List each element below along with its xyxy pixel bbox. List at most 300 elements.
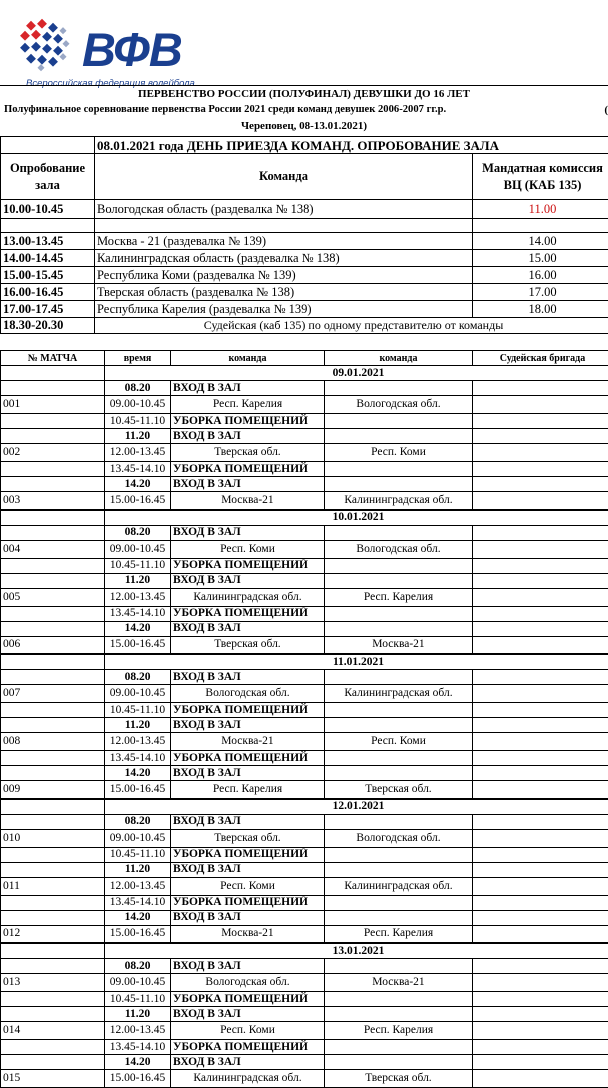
match-time: 09.00-10.45 <box>105 396 171 414</box>
clean-row <box>1 703 608 718</box>
match-time: 15.00-16.45 <box>105 781 171 799</box>
sched-header-time: время <box>105 351 171 366</box>
empty-cell <box>473 1040 608 1055</box>
arrival-mandate-time: 16.00 <box>473 267 608 284</box>
enter-time: 14.20 <box>105 621 171 636</box>
match-team1: Тверская обл. <box>171 444 325 462</box>
empty-cell <box>325 558 473 573</box>
day-empty-cell <box>1 799 105 815</box>
empty-cell <box>473 429 608 444</box>
match-team2: Тверская обл. <box>325 1070 473 1088</box>
enter-label: ВХОД В ЗАЛ <box>171 1055 325 1070</box>
sched-header-team2: команда <box>325 351 473 366</box>
enter-row <box>1 959 608 974</box>
enter-label: ВХОД В ЗАЛ <box>171 1007 325 1022</box>
empty-cell <box>1 814 105 829</box>
arrival-mandate-time: 15.00 <box>473 250 608 267</box>
empty-cell <box>325 573 473 588</box>
empty-cell <box>1 414 105 429</box>
enter-row <box>1 862 608 877</box>
match-number: 014 <box>1 1022 105 1040</box>
empty-cell <box>473 525 608 540</box>
day-date: 12.01.2021 <box>105 799 608 815</box>
clean-label: УБОРКА ПОМЕЩЕНИЙ <box>171 558 325 573</box>
enter-time: 11.20 <box>105 1007 171 1022</box>
enter-row <box>1 621 608 636</box>
match-brigade <box>473 877 608 895</box>
arrival-time: 10.00-10.45 <box>1 200 95 219</box>
empty-cell <box>325 992 473 1007</box>
doc-subtitle-paren: ( <box>604 104 608 116</box>
enter-row <box>1 910 608 925</box>
clean-time: 10.45-11.10 <box>105 847 171 862</box>
match-number: 011 <box>1 877 105 895</box>
day-empty-cell <box>1 366 105 381</box>
match-team1: Респ. Карелия <box>171 396 325 414</box>
match-number: 010 <box>1 829 105 847</box>
empty-cell <box>473 1007 608 1022</box>
clean-time: 13.45-14.10 <box>105 895 171 910</box>
enter-time: 08.20 <box>105 959 171 974</box>
enter-label: ВХОД В ЗАЛ <box>171 910 325 925</box>
clean-label: УБОРКА ПОМЕЩЕНИЙ <box>171 751 325 766</box>
doc-location: Череповец, 08-13.01.2021) <box>0 120 608 132</box>
match-team2: Калининградская обл. <box>325 877 473 895</box>
match-team2: Москва-21 <box>325 974 473 992</box>
match-brigade <box>473 974 608 992</box>
empty-cell <box>473 381 608 396</box>
arrival-title: 08.01.2021 года ДЕНЬ ПРИЕЗДА КОМАНД. ОПРОБОВАНИЕ ЗАЛА <box>95 137 608 154</box>
match-time: 09.00-10.45 <box>105 974 171 992</box>
empty-cell <box>473 1055 608 1070</box>
arrival-mandate-time <box>473 219 608 233</box>
clean-label: УБОРКА ПОМЕЩЕНИЙ <box>171 703 325 718</box>
enter-label: ВХОД В ЗАЛ <box>171 477 325 492</box>
match-time: 15.00-16.45 <box>105 1070 171 1088</box>
empty-cell <box>325 606 473 621</box>
match-number: 009 <box>1 781 105 799</box>
match-number: 006 <box>1 636 105 654</box>
enter-label: ВХОД В ЗАЛ <box>171 766 325 781</box>
arrival-team: Вологодская область (раздевалка № 138) <box>95 200 473 219</box>
match-team2: Вологодская обл. <box>325 396 473 414</box>
match-team2: Респ. Карелия <box>325 1022 473 1040</box>
vfv-logo <box>12 12 222 82</box>
match-row <box>1 1022 608 1040</box>
match-team1: Вологодская обл. <box>171 974 325 992</box>
match-time: 09.00-10.45 <box>105 829 171 847</box>
match-time: 15.00-16.45 <box>105 636 171 654</box>
empty-cell <box>325 381 473 396</box>
clean-label: УБОРКА ПОМЕЩЕНИЙ <box>171 414 325 429</box>
match-team1: Респ. Коми <box>171 877 325 895</box>
day-empty-cell <box>1 510 105 526</box>
col-header-mandate-line2: ВЦ (КАБ 135) <box>475 177 608 194</box>
empty-cell <box>325 1007 473 1022</box>
match-schedule-table <box>0 350 608 1088</box>
clean-time: 10.45-11.10 <box>105 414 171 429</box>
day-date: 11.01.2021 <box>105 654 608 670</box>
clean-label: УБОРКА ПОМЕЩЕНИЙ <box>171 606 325 621</box>
empty-cell <box>325 414 473 429</box>
match-brigade <box>473 492 608 510</box>
match-brigade <box>473 588 608 606</box>
empty-cell <box>325 862 473 877</box>
enter-time: 08.20 <box>105 670 171 685</box>
empty-cell <box>1 462 105 477</box>
empty-cell <box>473 462 608 477</box>
arrival-row <box>1 301 608 318</box>
col-header-team: Команда <box>95 154 473 200</box>
arrival-time: 13.00-13.45 <box>1 233 95 250</box>
match-team1: Москва-21 <box>171 733 325 751</box>
enter-label: ВХОД В ЗАЛ <box>171 814 325 829</box>
day-row <box>1 510 608 526</box>
empty-cell <box>325 910 473 925</box>
day-row <box>1 943 608 959</box>
empty-cell <box>473 959 608 974</box>
arrival-team <box>95 219 473 233</box>
enter-row <box>1 1055 608 1070</box>
clean-row <box>1 558 608 573</box>
empty-cell <box>473 814 608 829</box>
enter-time: 11.20 <box>105 718 171 733</box>
clean-time: 10.45-11.10 <box>105 992 171 1007</box>
empty-cell <box>325 1055 473 1070</box>
match-row <box>1 396 608 414</box>
match-number: 012 <box>1 925 105 943</box>
enter-label: ВХОД В ЗАЛ <box>171 862 325 877</box>
match-team1: Москва-21 <box>171 492 325 510</box>
enter-label: ВХОД В ЗАЛ <box>171 959 325 974</box>
clean-row <box>1 606 608 621</box>
match-team2: Москва-21 <box>325 636 473 654</box>
match-team2: Респ. Карелия <box>325 925 473 943</box>
match-row <box>1 877 608 895</box>
arrival-team: Республика Коми (раздевалка № 139) <box>95 267 473 284</box>
match-row <box>1 540 608 558</box>
match-number: 002 <box>1 444 105 462</box>
arrival-team: Тверская область (раздевалка № 138) <box>95 284 473 301</box>
clean-label: УБОРКА ПОМЕЩЕНИЙ <box>171 992 325 1007</box>
match-team2: Вологодская обл. <box>325 829 473 847</box>
sched-header-brigade: Судейская бригада <box>473 351 608 366</box>
clean-time: 10.45-11.10 <box>105 558 171 573</box>
empty-cell <box>325 1040 473 1055</box>
match-team1: Респ. Карелия <box>171 781 325 799</box>
clean-label: УБОРКА ПОМЕЩЕНИЙ <box>171 847 325 862</box>
match-team2: Калининградская обл. <box>325 685 473 703</box>
match-brigade <box>473 733 608 751</box>
empty-cell <box>325 621 473 636</box>
match-time: 12.00-13.45 <box>105 588 171 606</box>
empty-cell <box>1 910 105 925</box>
empty-cell <box>473 621 608 636</box>
empty-cell <box>473 477 608 492</box>
empty-cell <box>473 766 608 781</box>
enter-label: ВХОД В ЗАЛ <box>171 429 325 444</box>
enter-label: ВХОД В ЗАЛ <box>171 381 325 396</box>
empty-cell <box>473 718 608 733</box>
match-row <box>1 1070 608 1088</box>
enter-time: 14.20 <box>105 910 171 925</box>
arrival-row <box>1 250 608 267</box>
day-row <box>1 799 608 815</box>
match-time: 15.00-16.45 <box>105 492 171 510</box>
enter-label: ВХОД В ЗАЛ <box>171 573 325 588</box>
arrival-team: Республика Карелия (раздевалка № 139) <box>95 301 473 318</box>
enter-row <box>1 381 608 396</box>
match-number: 005 <box>1 588 105 606</box>
match-team2: Вологодская обл. <box>325 540 473 558</box>
empty-cell <box>325 429 473 444</box>
arrival-row <box>1 233 608 250</box>
arrival-team: Москва - 21 (раздевалка № 139) <box>95 233 473 250</box>
empty-cell <box>473 558 608 573</box>
enter-row <box>1 525 608 540</box>
match-team1: Калининградская обл. <box>171 1070 325 1088</box>
empty-cell <box>1 670 105 685</box>
arrival-time: 17.00-17.45 <box>1 301 95 318</box>
arrival-mandate-time: 18.00 <box>473 301 608 318</box>
match-team1: Тверская обл. <box>171 829 325 847</box>
arrival-row <box>1 267 608 284</box>
match-row <box>1 733 608 751</box>
enter-time: 14.20 <box>105 766 171 781</box>
empty-cell <box>325 703 473 718</box>
clean-time: 10.45-11.10 <box>105 703 171 718</box>
col-header-mandate <box>473 154 608 200</box>
clean-time: 13.45-14.10 <box>105 751 171 766</box>
empty-cell <box>1 992 105 1007</box>
empty-cell <box>325 477 473 492</box>
enter-row <box>1 766 608 781</box>
enter-label: ВХОД В ЗАЛ <box>171 718 325 733</box>
empty-cell <box>473 703 608 718</box>
arrival-team: Калининградская область (раздевалка № 138) <box>95 250 473 267</box>
match-team1: Тверская обл. <box>171 636 325 654</box>
match-team1: Вологодская обл. <box>171 685 325 703</box>
judges-text: Судейская (каб 135) по одному представителю от команды <box>95 318 608 334</box>
match-row <box>1 925 608 943</box>
empty-cell <box>1 621 105 636</box>
match-brigade <box>473 540 608 558</box>
empty-cell <box>1 558 105 573</box>
enter-time: 08.20 <box>105 814 171 829</box>
empty-cell <box>1 766 105 781</box>
match-row <box>1 444 608 462</box>
clean-row <box>1 414 608 429</box>
arrival-time: 14.00-14.45 <box>1 250 95 267</box>
match-team1: Калининградская обл. <box>171 588 325 606</box>
arrival-time: 16.00-16.45 <box>1 284 95 301</box>
col-header-trial: Опробование зала <box>1 154 95 200</box>
enter-time: 11.20 <box>105 862 171 877</box>
match-number: 001 <box>1 396 105 414</box>
match-row <box>1 492 608 510</box>
empty-cell <box>325 814 473 829</box>
empty-cell <box>325 525 473 540</box>
empty-cell <box>473 414 608 429</box>
match-time: 09.00-10.45 <box>105 685 171 703</box>
empty-cell <box>1 718 105 733</box>
col-header-mandate-line1: Мандатная комиссия <box>475 160 608 177</box>
empty-cell <box>1 429 105 444</box>
logo-letters: ВФВ <box>82 22 182 77</box>
enter-row <box>1 429 608 444</box>
empty-cell <box>1 381 105 396</box>
match-team2: Респ. Коми <box>325 733 473 751</box>
empty-cell <box>473 751 608 766</box>
clean-row <box>1 1040 608 1055</box>
empty-cell <box>1 1007 105 1022</box>
match-brigade <box>473 396 608 414</box>
sched-header-match: № МАТЧА <box>1 351 105 366</box>
match-brigade <box>473 781 608 799</box>
match-time: 09.00-10.45 <box>105 540 171 558</box>
arrival-mandate-time: 11.00 <box>473 200 608 219</box>
match-brigade <box>473 1070 608 1088</box>
day-date: 09.01.2021 <box>105 366 608 381</box>
empty-cell <box>473 895 608 910</box>
empty-cell <box>1 895 105 910</box>
judges-time: 18.30-20.30 <box>1 318 95 334</box>
enter-row <box>1 814 608 829</box>
empty-cell <box>473 670 608 685</box>
day-date: 13.01.2021 <box>105 943 608 959</box>
arrival-mandate-time: 17.00 <box>473 284 608 301</box>
enter-time: 14.20 <box>105 477 171 492</box>
empty-cell <box>1 525 105 540</box>
empty-cell <box>1 703 105 718</box>
arrival-row <box>1 200 608 219</box>
logo-subtitle: Всероссийская федерация волейбола <box>26 78 195 89</box>
match-brigade <box>473 925 608 943</box>
empty-cell <box>473 573 608 588</box>
enter-time: 08.20 <box>105 525 171 540</box>
enter-label: ВХОД В ЗАЛ <box>171 670 325 685</box>
clean-row <box>1 751 608 766</box>
enter-label: ВХОД В ЗАЛ <box>171 621 325 636</box>
empty-cell <box>325 718 473 733</box>
arrival-time: 15.00-15.45 <box>1 267 95 284</box>
empty-cell <box>1 606 105 621</box>
empty-cell <box>473 847 608 862</box>
enter-time: 14.20 <box>105 1055 171 1070</box>
match-brigade <box>473 685 608 703</box>
match-brigade <box>473 444 608 462</box>
volleyball-logo-icon <box>14 14 76 76</box>
empty-cell <box>325 751 473 766</box>
empty-cell <box>473 910 608 925</box>
match-team1: Респ. Коми <box>171 540 325 558</box>
arrival-time <box>1 219 95 233</box>
match-row <box>1 829 608 847</box>
clean-time: 13.45-14.10 <box>105 462 171 477</box>
enter-row <box>1 573 608 588</box>
empty-cell <box>325 766 473 781</box>
match-row <box>1 685 608 703</box>
match-number: 007 <box>1 685 105 703</box>
match-time: 12.00-13.45 <box>105 733 171 751</box>
empty-cell <box>325 462 473 477</box>
empty-cell <box>325 959 473 974</box>
match-time: 12.00-13.45 <box>105 877 171 895</box>
match-team2: Респ. Карелия <box>325 588 473 606</box>
empty-cell <box>1 573 105 588</box>
match-row <box>1 974 608 992</box>
doc-subtitle: Полуфинальное соревнование первенства России 2021 среди команд девушек 2006-2007 гг.р. <box>4 104 446 115</box>
enter-time: 08.20 <box>105 381 171 396</box>
empty-cell <box>1 847 105 862</box>
match-team1: Москва-21 <box>171 925 325 943</box>
day-empty-cell <box>1 943 105 959</box>
clean-time: 13.45-14.10 <box>105 606 171 621</box>
empty-cell <box>1 477 105 492</box>
enter-label: ВХОД В ЗАЛ <box>171 525 325 540</box>
match-time: 15.00-16.45 <box>105 925 171 943</box>
match-time: 12.00-13.45 <box>105 1022 171 1040</box>
clean-label: УБОРКА ПОМЕЩЕНИЙ <box>171 462 325 477</box>
match-row <box>1 588 608 606</box>
match-row <box>1 636 608 654</box>
enter-row <box>1 718 608 733</box>
arrival-table <box>0 136 608 334</box>
match-number: 015 <box>1 1070 105 1088</box>
match-brigade <box>473 829 608 847</box>
match-team1: Респ. Коми <box>171 1022 325 1040</box>
clean-label: УБОРКА ПОМЕЩЕНИЙ <box>171 1040 325 1055</box>
match-number: 013 <box>1 974 105 992</box>
empty-cell <box>1 1040 105 1055</box>
clean-row <box>1 847 608 862</box>
empty-cell <box>325 895 473 910</box>
empty-cell <box>1 862 105 877</box>
empty-cell <box>473 606 608 621</box>
empty-cell <box>1 1055 105 1070</box>
clean-row <box>1 895 608 910</box>
match-brigade <box>473 636 608 654</box>
arrival-mandate-time: 14.00 <box>473 233 608 250</box>
enter-row <box>1 477 608 492</box>
day-row <box>1 366 608 381</box>
arrival-row <box>1 284 608 301</box>
match-row <box>1 781 608 799</box>
clean-time: 13.45-14.10 <box>105 1040 171 1055</box>
day-date: 10.01.2021 <box>105 510 608 526</box>
clean-row <box>1 462 608 477</box>
enter-row <box>1 1007 608 1022</box>
empty-cell <box>325 847 473 862</box>
clean-row <box>1 992 608 1007</box>
match-team2: Тверская обл. <box>325 781 473 799</box>
arrival-empty-cell <box>1 137 95 154</box>
match-team2: Респ. Коми <box>325 444 473 462</box>
match-number: 003 <box>1 492 105 510</box>
enter-time: 11.20 <box>105 573 171 588</box>
match-number: 004 <box>1 540 105 558</box>
clean-label: УБОРКА ПОМЕЩЕНИЙ <box>171 895 325 910</box>
sched-header-team1: команда <box>171 351 325 366</box>
empty-cell <box>473 862 608 877</box>
empty-cell <box>1 751 105 766</box>
enter-time: 11.20 <box>105 429 171 444</box>
match-team2: Калининградская обл. <box>325 492 473 510</box>
doc-title: ПЕРВЕНСТВО РОССИИ (ПОЛУФИНАЛ) ДЕВУШКИ ДО 16 ЛЕТ <box>0 88 608 100</box>
day-row <box>1 654 608 670</box>
match-time: 12.00-13.45 <box>105 444 171 462</box>
enter-row <box>1 670 608 685</box>
